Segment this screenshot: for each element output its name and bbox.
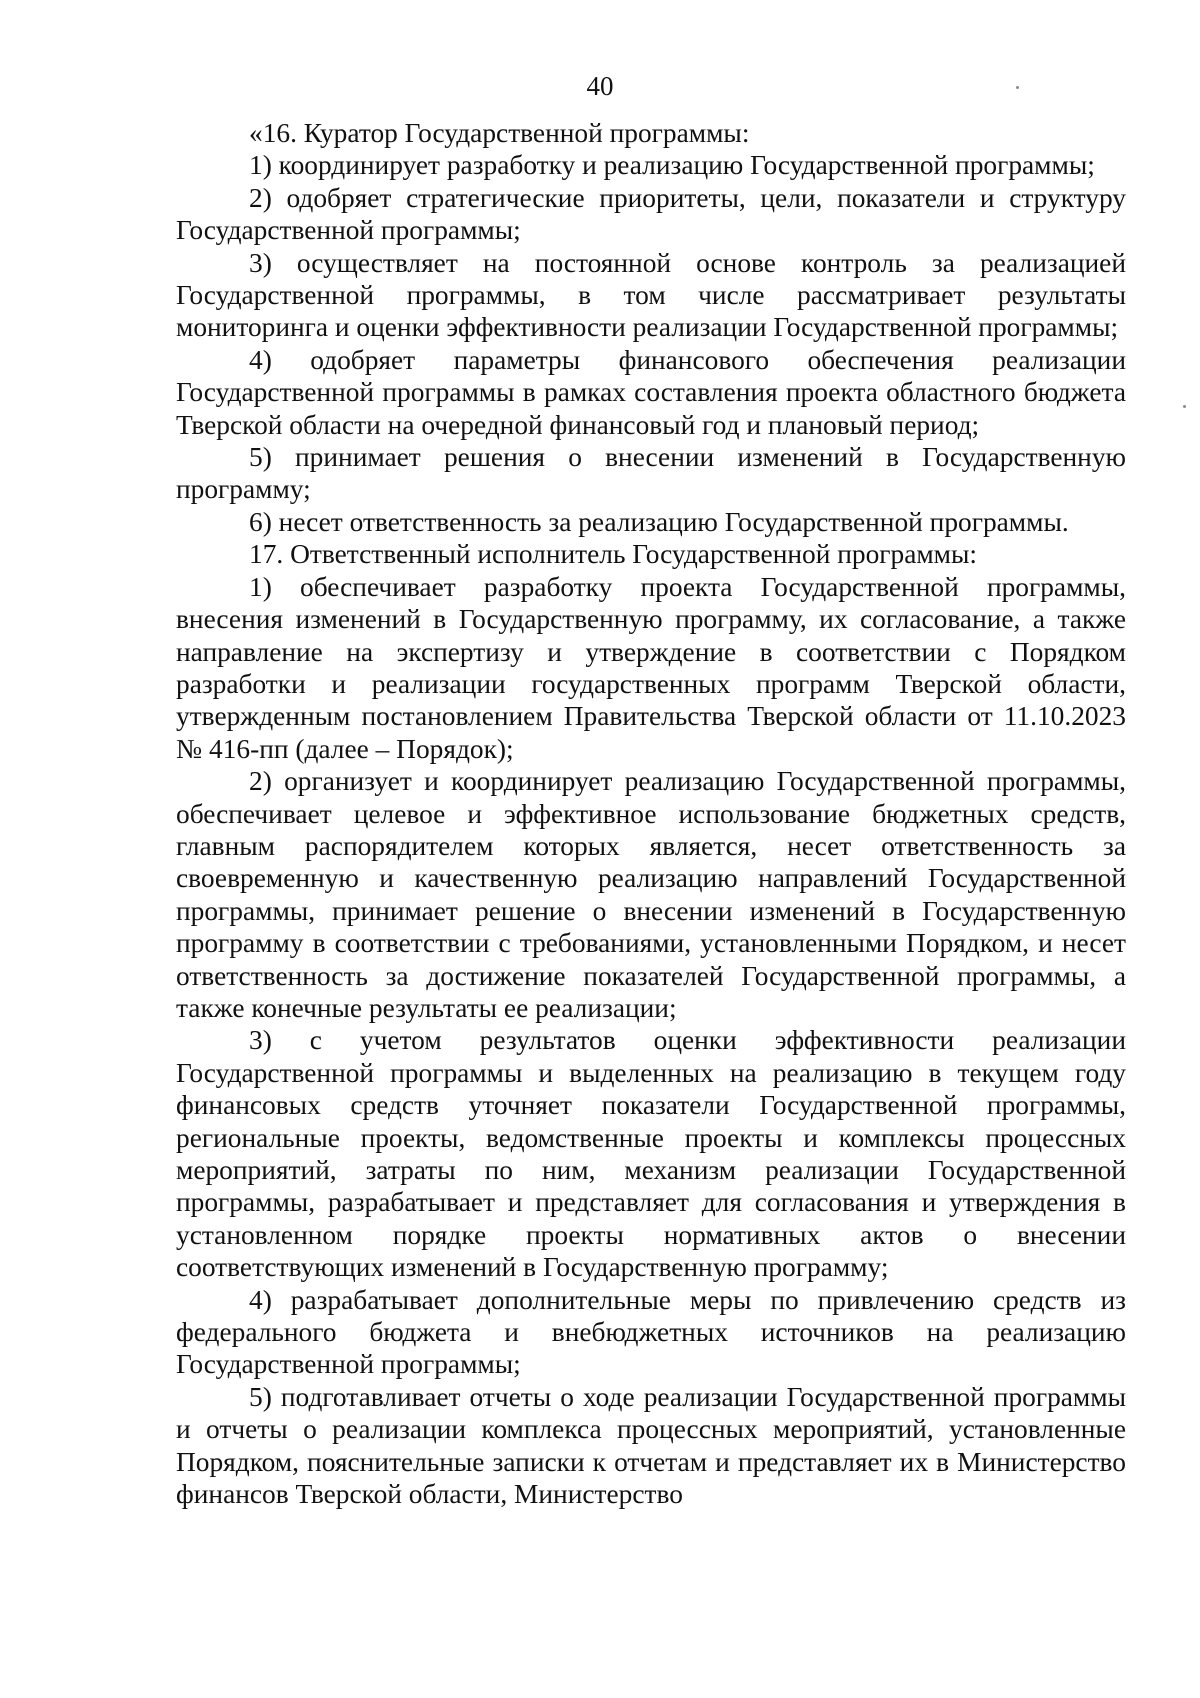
paragraph-17-item-3: 3) с учетом результатов оценки эффективности реализации Государственной программы и выделенных на реализацию в текущем году финансовых средств уточняет показатели Государственной программы, региональные проекты, ведомственные проекты и комплексы процессных мероприятий, затраты по ним, механизм реализации Государственной программы, разрабатывает и представляет для согласования и утверждения в установленном порядке проекты нормативных актов о внесении соответствующих изменений в Государственную программу; (176, 1025, 1126, 1283)
paragraph-17-item-1: 1) обеспечивает разработку проекта Государственной программы, внесения изменений в Государственную программу, их согласование, а также направление на экспертизу и утверждение в соответствии с Порядком разработки и реализации государственных программ Тверской области, утвержденным постановлением Правительства Тверской области от 11.10.2023 № 416-пп (далее – Порядок); (176, 571, 1126, 764)
paragraph-17-item-5: 5) подготавливает отчеты о ходе реализации Государственной программы и отчеты о реализации комплекса процессных мероприятий, установленные Порядком, пояснительные записки к отчетам и представляет их в Министерство финансов Тверской области, Министерство (176, 1381, 1126, 1510)
paragraph-16-item-1: 1) координирует разработку и реализацию Государственной программы; (249, 150, 1095, 181)
paragraph-17-heading: 17. Ответственный исполнитель Государственной программы: (249, 539, 978, 570)
document-body (176, 117, 1126, 1510)
page-number: 40 (586, 71, 614, 101)
paragraph-16-item-6: 6) несет ответственность за реализацию Государственной программы. (249, 506, 1069, 537)
paragraph-17-item-2: 2) организует и координирует реализацию Государственной программы, обеспечивает целевое и эффективное использование бюджетных средств, главным распорядителем которых является, несет ответственность за своевременную и качественную реализацию направлений Государственной программы, принимает решение о внесении изменений в Государственную программу в соответствии с требованиями, установленными Порядком, и несет ответственность за достижение показателей Государственной программы, а также конечные результаты ее реализации; (176, 766, 1126, 1023)
paragraph-17-item-4: 4) разрабатывает дополнительные меры по привлечению средств из федерального бюджета и внебюджетных источников на реализацию Государственной программы; (176, 1284, 1126, 1380)
paragraph-16-item-3: 3) осуществляет на постоянной основе контроль за реализацией Государственной программы, в том числе рассматривает результаты мониторинга и оценки эффективности реализации Государственной программы; (176, 247, 1126, 343)
paragraph-16-heading: «16. Куратор Государственной программы: (249, 118, 750, 148)
paragraph-16-item-4: 4) одобряет параметры финансового обеспечения реализации Государственной программы в рамках составления проекта областного бюджета Тверской области на очередной финансовый год и плановый период; (176, 344, 1126, 440)
paragraph-16-item-2: 2) одобряет стратегические приоритеты, цели, показатели и структуру Государственной программы; (176, 182, 1126, 246)
scan-speck (1016, 86, 1019, 89)
paragraph-16-item-5: 5) принимает решения о внесении изменений в Государственную программу; (176, 442, 1126, 505)
scan-speck (1183, 405, 1186, 408)
